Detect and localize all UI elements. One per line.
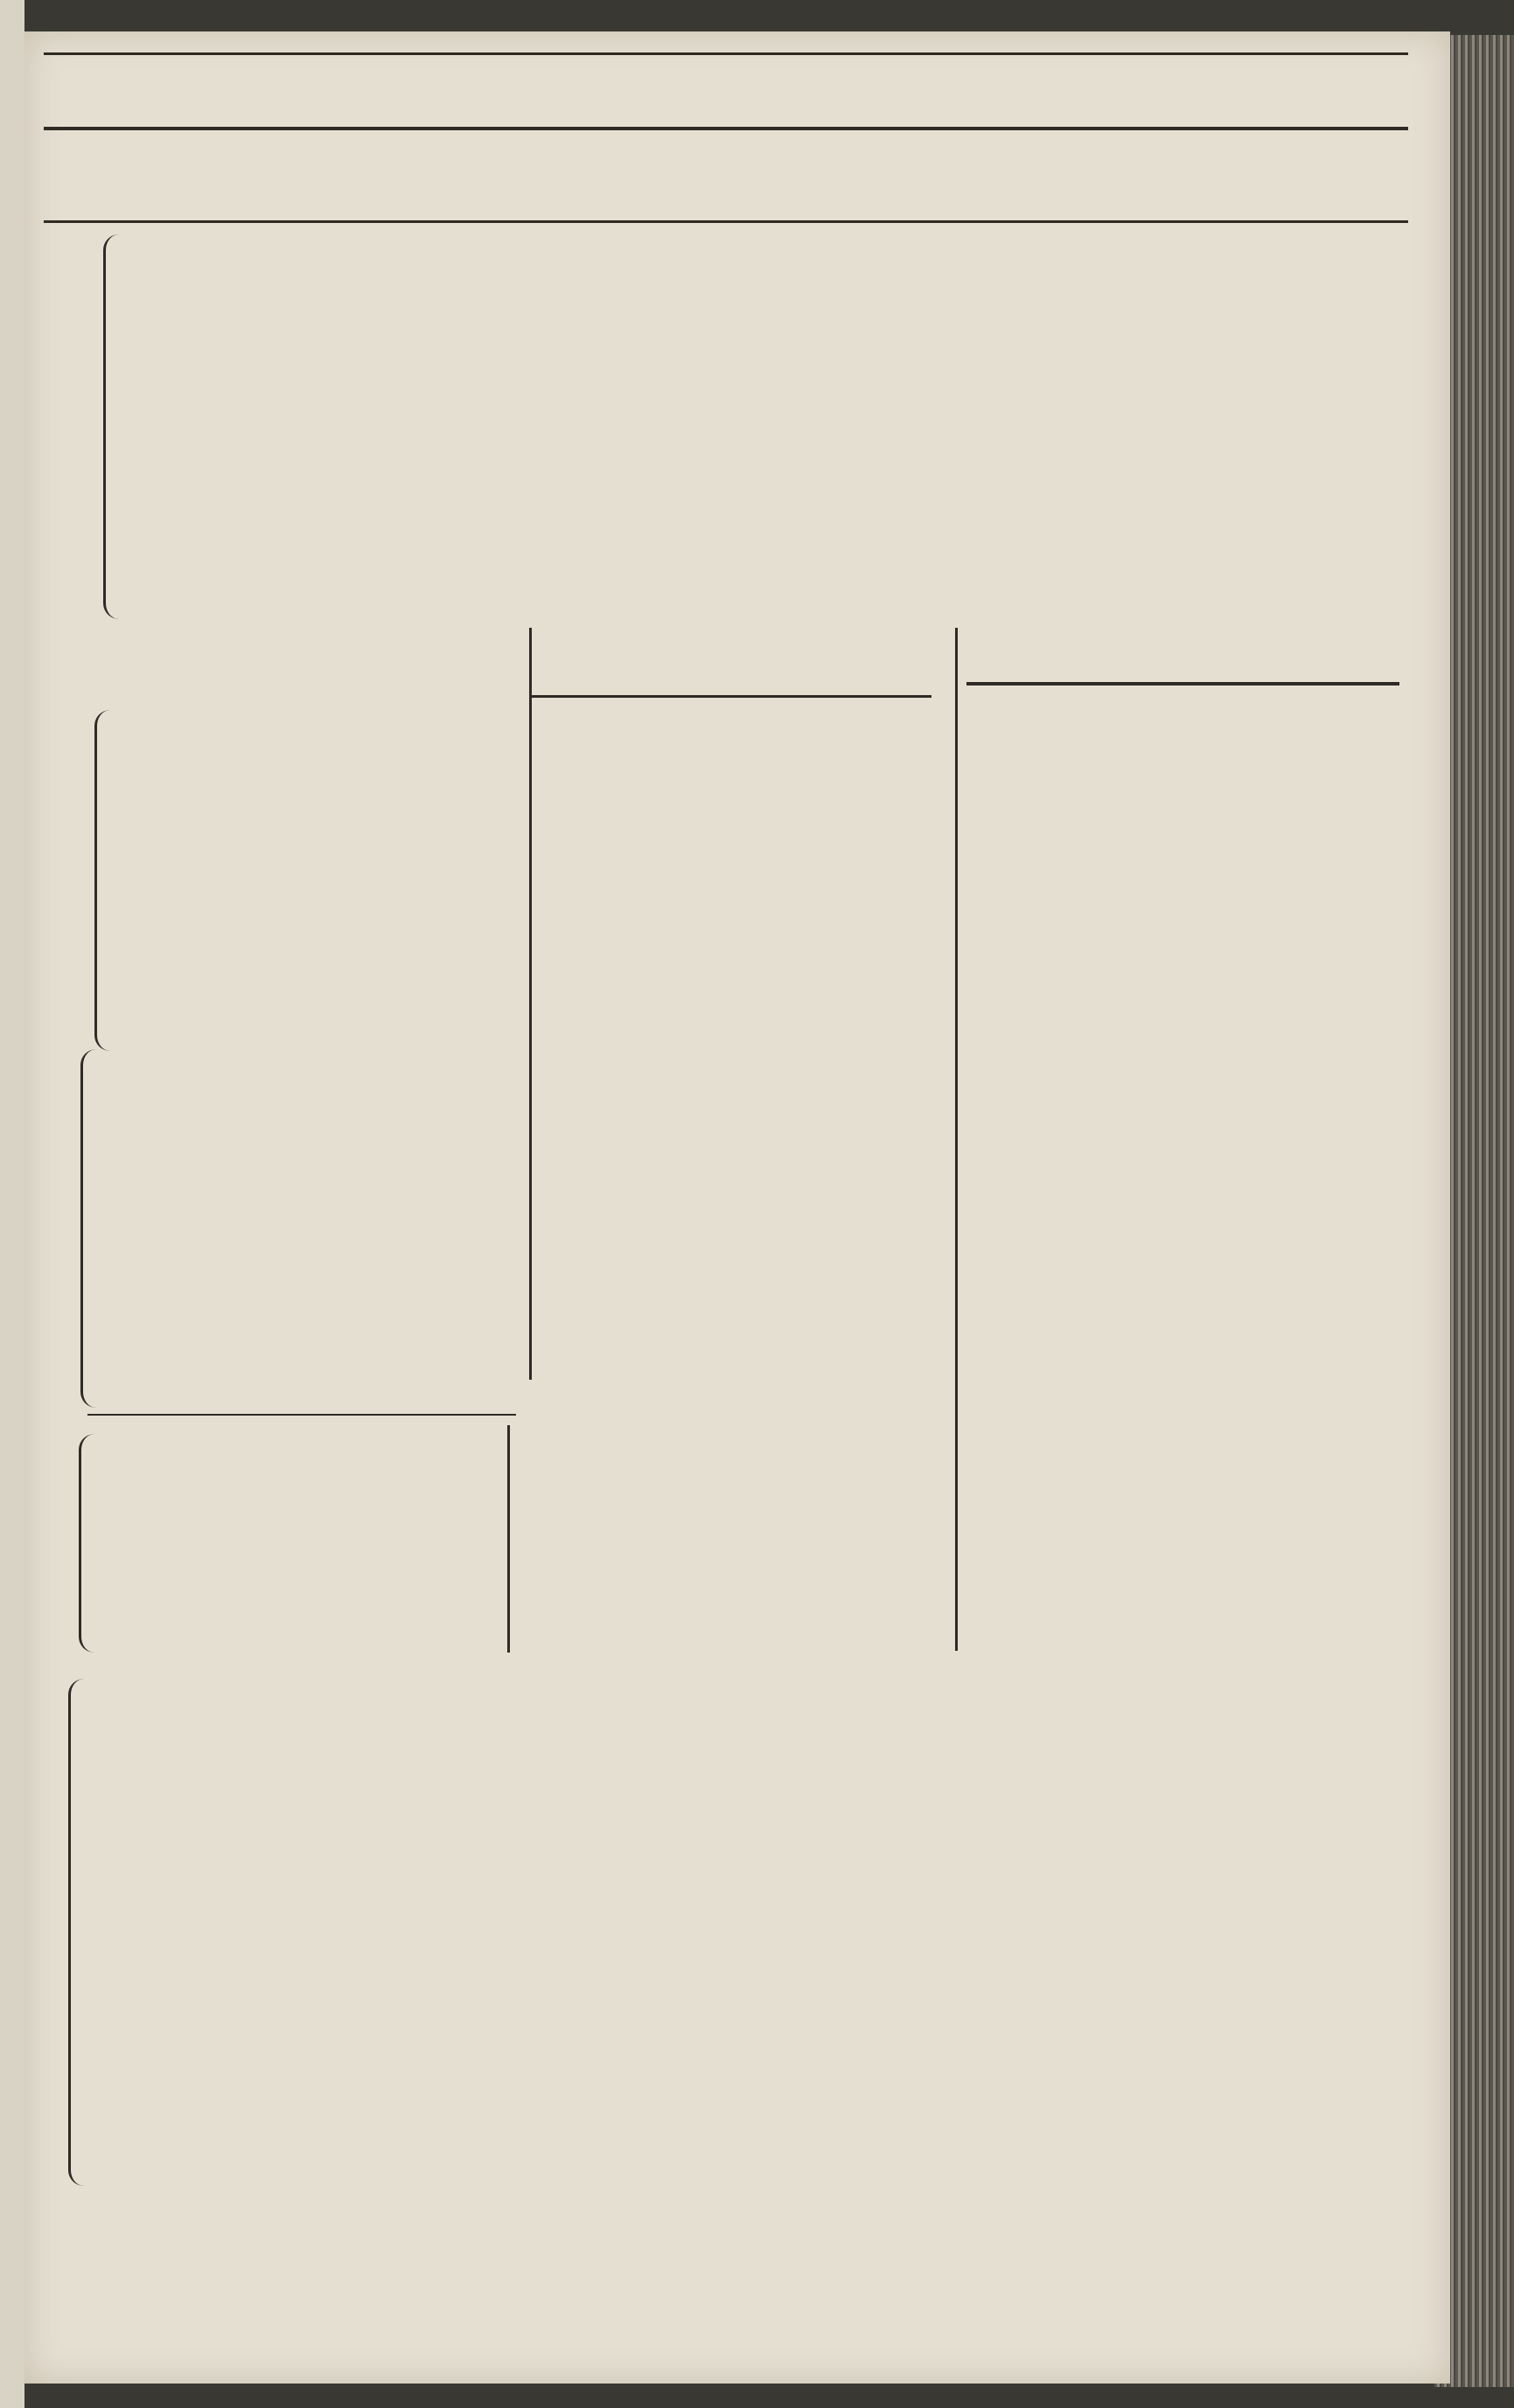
subtitle-rule <box>44 220 1408 223</box>
col-divider-left-bottom <box>507 1425 510 1653</box>
brace-changes <box>79 1434 99 1653</box>
header-rule <box>44 127 1408 130</box>
brace-matieres <box>103 234 123 619</box>
col-divider-left-top <box>529 628 532 1380</box>
top-rule <box>44 52 1408 55</box>
col-divider-right-top <box>955 628 958 1651</box>
page-gutter <box>0 0 24 2408</box>
brace-etrangers-1 <box>94 710 115 1051</box>
domestic-top-rule <box>87 1414 516 1416</box>
col-header-rule-30 <box>529 695 931 698</box>
brace-etrangers-2 <box>80 1049 101 1408</box>
brace-effets-publics <box>68 1679 88 2186</box>
col-header-rule-90 <box>966 682 1399 686</box>
paper-sheet <box>24 31 1450 2384</box>
